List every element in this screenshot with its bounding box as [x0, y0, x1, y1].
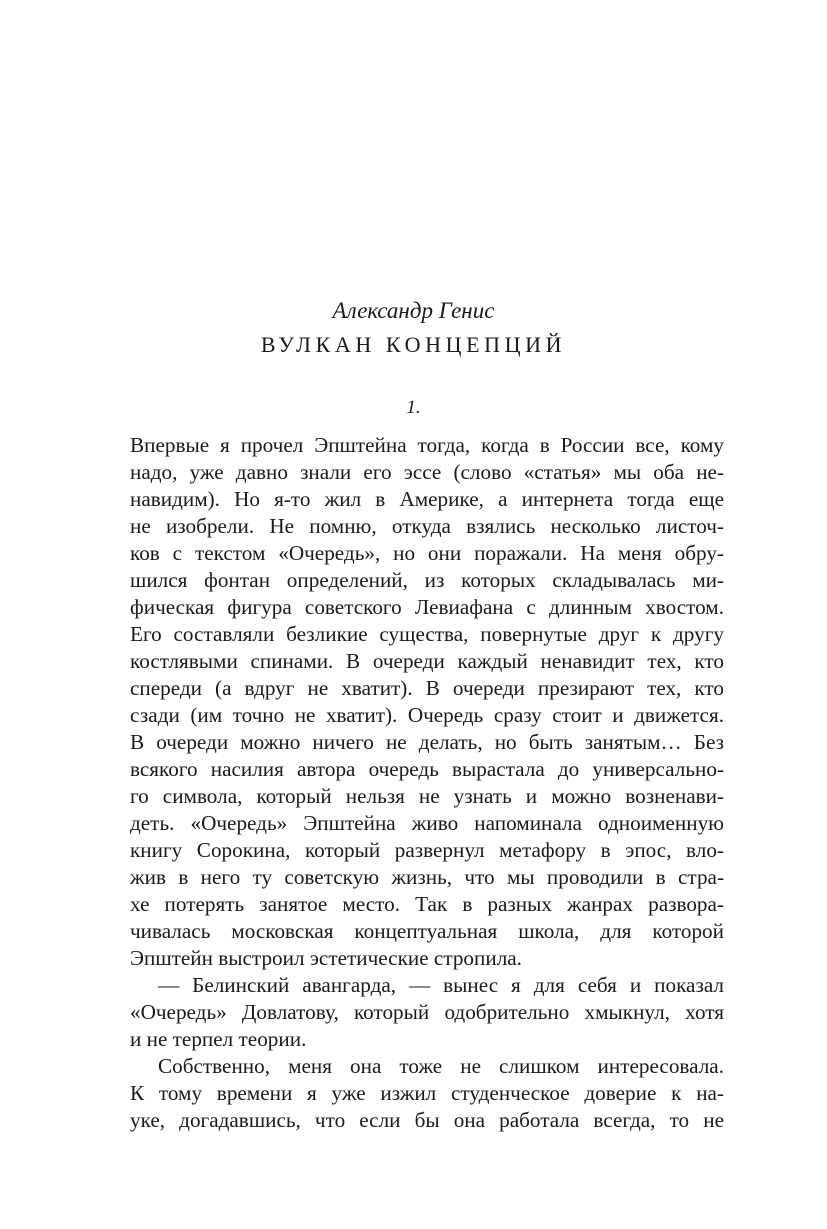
text-line: шился фонтан определений, из которых складывалась ми- [130, 568, 724, 592]
text-line: навидим). Но я-то жил в Америке, а интернета тогда еще [130, 487, 724, 511]
text-line: деть. «Очередь» Эпштейна живо напоминала одноименную [130, 811, 724, 835]
author-name: Александр Генис [332, 298, 495, 323]
text-line: спереди (а вдруг не хватит). В очереди презирают тех, кто [130, 676, 724, 700]
text-line: ков с текстом «Очередь», но они поражали. На меня обру- [130, 541, 724, 565]
text-line: «Очередь» Довлатову, который одобрительно хмыкнул, хотя [130, 1000, 724, 1024]
paragraph-last-line: и не терпел теории. [130, 1027, 307, 1051]
text-line: жив в него ту советскую жизнь, что мы проводили в стра- [130, 865, 724, 889]
paragraph-first-line: — Белинский авангарда, — вынес я для себя и показал [158, 973, 724, 997]
text-line: В очереди можно ничего не делать, но быть занятым… Без [130, 730, 724, 754]
text-line: костлявыми спинами. В очереди каждый ненавидит тех, кто [130, 649, 724, 673]
text-line: фическая фигура советского Левиафана с длинным хвостом. [130, 595, 724, 619]
text-line: хе потерять занятое место. Так в разных жанрах развора- [130, 892, 724, 916]
text-line: всякого насилия автора очередь вырастала до универсально- [130, 757, 724, 781]
text-line: уке, догадавшись, что если бы она работала всегда, то не [130, 1108, 724, 1132]
text-line: К тому времени я уже изжил студенческое доверие к на- [130, 1081, 724, 1105]
text-line: не изобрели. Не помню, откуда взялись несколько листоч- [130, 514, 724, 538]
paragraph-last-line: Эпштейн выстроил эстетические стропила. [130, 946, 522, 970]
paragraph-first-line: Собственно, меня она тоже не слишком интересовала. [158, 1054, 724, 1078]
text-line: сзади (им точно не хватит). Очередь сразу стоит и движется. [130, 703, 724, 727]
text-line: книгу Сорокина, который развернул метафору в эпос, вло- [130, 838, 724, 862]
text-line: Его составляли безликие существа, повернутые друг к другу [130, 622, 724, 646]
text-line: надо, уже давно знали его эссе (слово «статья» мы оба не- [130, 460, 724, 484]
essay-title: ВУЛКАН КОНЦЕПЦИЙ [260, 332, 567, 357]
text-line: Впервые я прочел Эпштейна тогда, когда в России все, кому [130, 433, 724, 457]
text-line: го символа, который нельзя не узнать и можно возненави- [130, 784, 724, 808]
section-number: 1. [406, 397, 421, 418]
body-text [130, 432, 724, 1134]
text-line: чивалась московская концептуальная школа, для которой [130, 919, 724, 943]
